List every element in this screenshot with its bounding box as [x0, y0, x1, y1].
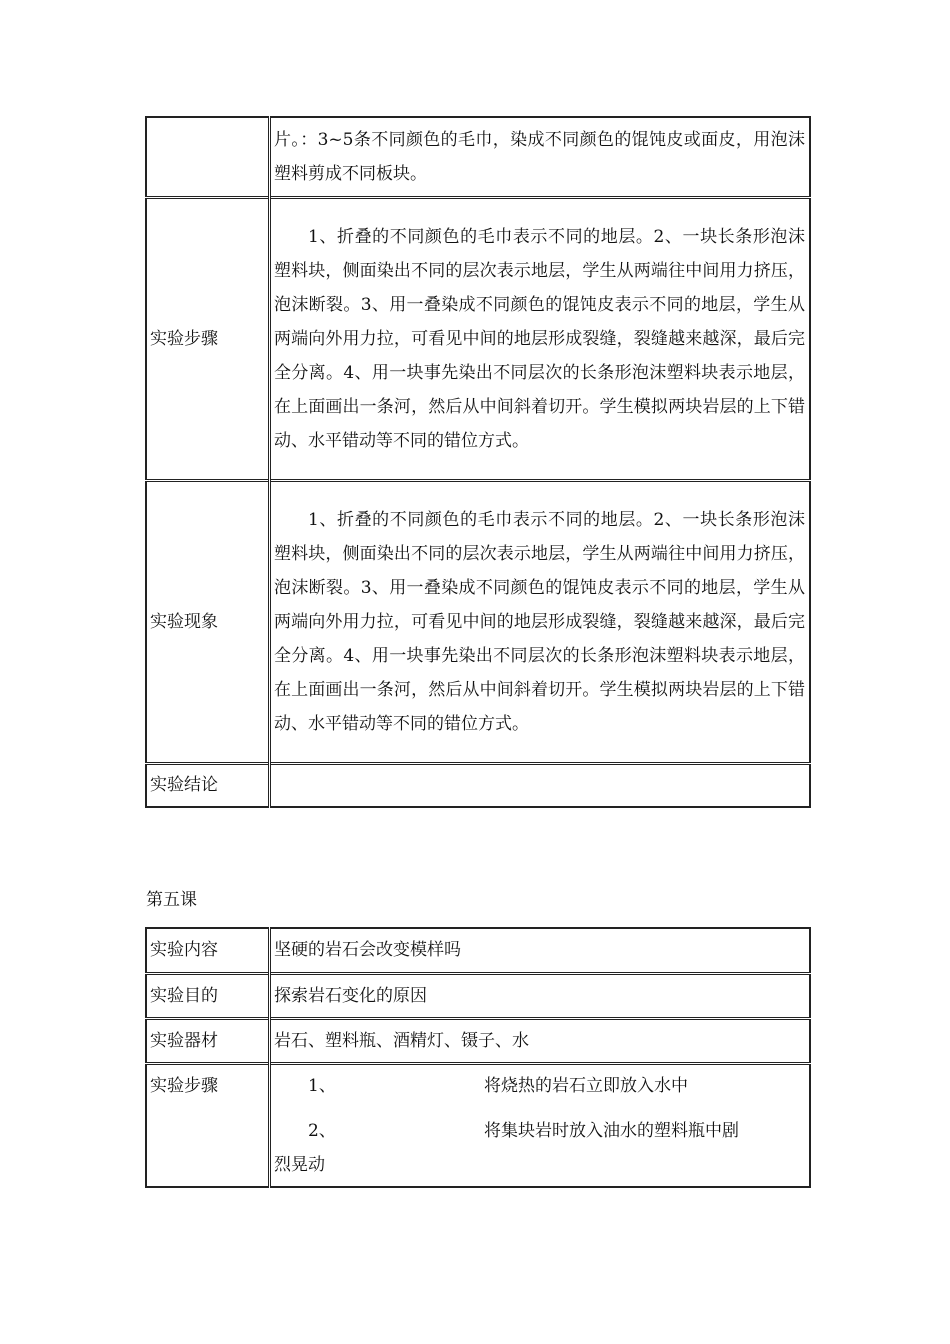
lesson-five-table: [145, 927, 811, 1188]
row-label-empty: [146, 117, 270, 197]
table-row: [146, 763, 810, 807]
phenomenon-text: [270, 480, 811, 763]
step-text-continued: 烈晃动: [274, 1154, 325, 1175]
step-text: 将烧热的岩石立即放入水中: [484, 1075, 688, 1096]
row-label-equipment: 实验器材: [146, 1018, 270, 1063]
step-text: 将集块岩时放入油水的塑料瓶中剧: [484, 1120, 739, 1141]
row-label-conclusion: 实验结论: [146, 763, 270, 807]
row-label-phenomenon: 实验现象: [146, 480, 270, 763]
content-text: 坚硬的岩石会改变模样吗: [270, 928, 811, 973]
steps-paragraph: 1、折叠的不同颜色的毛巾表示不同的地层。2、一块长条形泡沫塑料块，侧面染出不同的层次表示地层，学生从两端往中间用力挤压，泡沫断裂。3、用一叠染成不同颜色的馄饨皮表示不同的地层，学生从两端向外用力拉，可看见中间的地层形成裂缝，裂缝越来越深，最后完全分离。4、用一块事先染出不同层次的长条形泡沫塑料块表示地层，在上面画出一条河，然后从中间斜着切开。学生模拟两块岩层的上下错动、水平错动等不同的错位方式。: [274, 226, 805, 451]
conclusion-text: [270, 763, 811, 807]
step-number: 2、: [308, 1120, 336, 1141]
step-item: [274, 1114, 805, 1148]
equipment-text: 岩石、塑料瓶、酒精灯、镊子、水: [270, 1018, 811, 1063]
table-row: [146, 973, 810, 1018]
row-label-steps: 实验步骤: [146, 197, 270, 480]
table-row: [146, 928, 810, 973]
table-row: [146, 197, 810, 480]
table-row: [146, 1018, 810, 1063]
row-label-steps: 实验步骤: [146, 1063, 270, 1187]
steps-text: [270, 197, 811, 480]
phenomenon-paragraph: 1、折叠的不同颜色的毛巾表示不同的地层。2、一块长条形泡沫塑料块，侧面染出不同的层次表示地层，学生从两端往中间用力挤压，泡沫断裂。3、用一叠染成不同颜色的馄饨皮表示不同的地层，学生从两端向外用力拉，可看见中间的地层形成裂缝，裂缝越来越深，最后完全分离。4、用一块事先染出不同层次的长条形泡沫塑料块表示地层，在上面画出一条河，然后从中间斜着切开。学生模拟两块岩层的上下错动、水平错动等不同的错位方式。: [274, 509, 805, 734]
row-label-purpose: 实验目的: [146, 973, 270, 1018]
experiment-table-continued: [145, 116, 811, 808]
table-row: [146, 117, 810, 197]
step-item: [274, 1069, 805, 1103]
table-row: [146, 480, 810, 763]
steps-list: [270, 1063, 811, 1187]
row-label-content: 实验内容: [146, 928, 270, 973]
materials-continued-text: 片。：3~5条不同颜色的毛巾，染成不同颜色的馄饨皮或面皮，用泡沫塑料剪成不同板块。: [270, 117, 811, 197]
purpose-text: 探索岩石变化的原因: [270, 973, 811, 1018]
step-number: 1、: [308, 1075, 336, 1096]
lesson-title: 第五课: [146, 890, 197, 910]
table-row: [146, 1063, 810, 1187]
